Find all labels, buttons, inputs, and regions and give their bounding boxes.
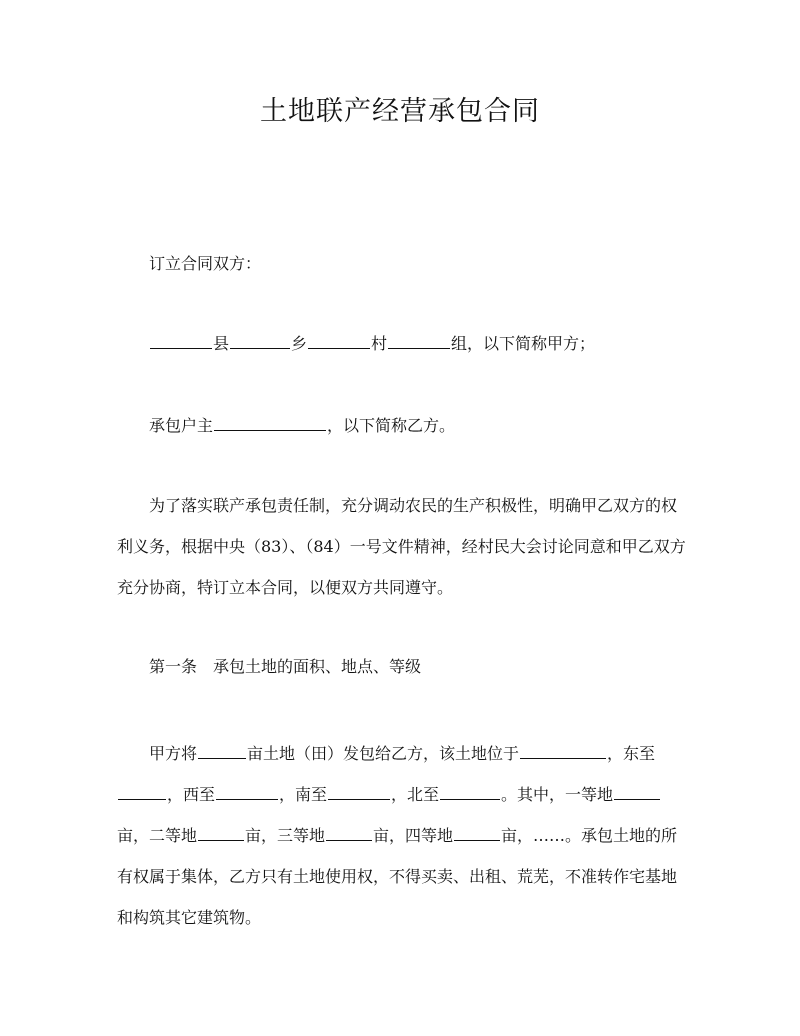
purpose-paragraph [117, 485, 687, 608]
west-boundary-blank[interactable] [216, 782, 278, 800]
article-1-number: 第一条 [149, 657, 198, 676]
party-a-suffix: 组，以下简称甲方； [451, 334, 596, 353]
body-text: 。其中，一等地 [501, 785, 614, 804]
south-boundary-blank[interactable] [328, 782, 390, 800]
grade-1-area-blank[interactable] [614, 782, 660, 800]
party-a-line [149, 331, 595, 356]
body-text: 亩，三等地 [245, 826, 326, 845]
body-text: ，东至 [607, 744, 656, 763]
township-blank[interactable] [230, 331, 290, 349]
east-boundary-blank[interactable] [118, 782, 166, 800]
parties-heading: 订立合同双方： [149, 254, 262, 273]
article-1-body [117, 733, 687, 938]
document-title: 土地联产经营承包合同 [260, 96, 540, 127]
party-b-prefix: 承包户主 [149, 416, 214, 435]
location-blank[interactable] [520, 741, 606, 759]
county-label: 县 [213, 334, 230, 353]
party-b-suffix: ，以下简称乙方。 [327, 416, 456, 435]
body-text: 甲方将 [149, 744, 198, 763]
total-area-blank[interactable] [198, 741, 246, 759]
body-text: 亩，四等地 [373, 826, 454, 845]
purpose-text: 为了落实联产承包责任制，充分调动农民的生产积极性，明确甲乙双方的权利义务，根据中央（83）、（84）一号文件精神，经村民大会讨论同意和甲乙双方充分协商，特订立本合同，以便双方共同遵守。 [117, 496, 686, 597]
grade-3-area-blank[interactable] [326, 823, 372, 841]
body-text: ，西至 [167, 785, 216, 804]
article-1-title: 承包土地的面积、地点、等级 [213, 657, 422, 676]
body-text: 亩，……。承包土地的所有权属于集体，乙方只有土地使用权，不得买卖、出租、荒芜，不准转作宅基地和构筑其它建筑物。 [117, 826, 678, 927]
body-text: ，南至 [279, 785, 328, 804]
village-label: 村 [371, 334, 388, 353]
group-blank[interactable] [388, 331, 450, 349]
body-text: 亩，二等地 [117, 826, 198, 845]
north-boundary-blank[interactable] [440, 782, 500, 800]
township-label: 乡 [291, 334, 308, 353]
body-text: ，北至 [391, 785, 440, 804]
body-text: 亩土地（田）发包给乙方，该土地位于 [247, 744, 520, 763]
grade-4-area-blank[interactable] [454, 823, 500, 841]
county-blank[interactable] [150, 331, 212, 349]
householder-blank[interactable] [214, 413, 326, 431]
article-1-heading [149, 655, 421, 679]
party-b-line [149, 413, 455, 438]
grade-2-area-blank[interactable] [198, 823, 244, 841]
village-blank[interactable] [308, 331, 370, 349]
